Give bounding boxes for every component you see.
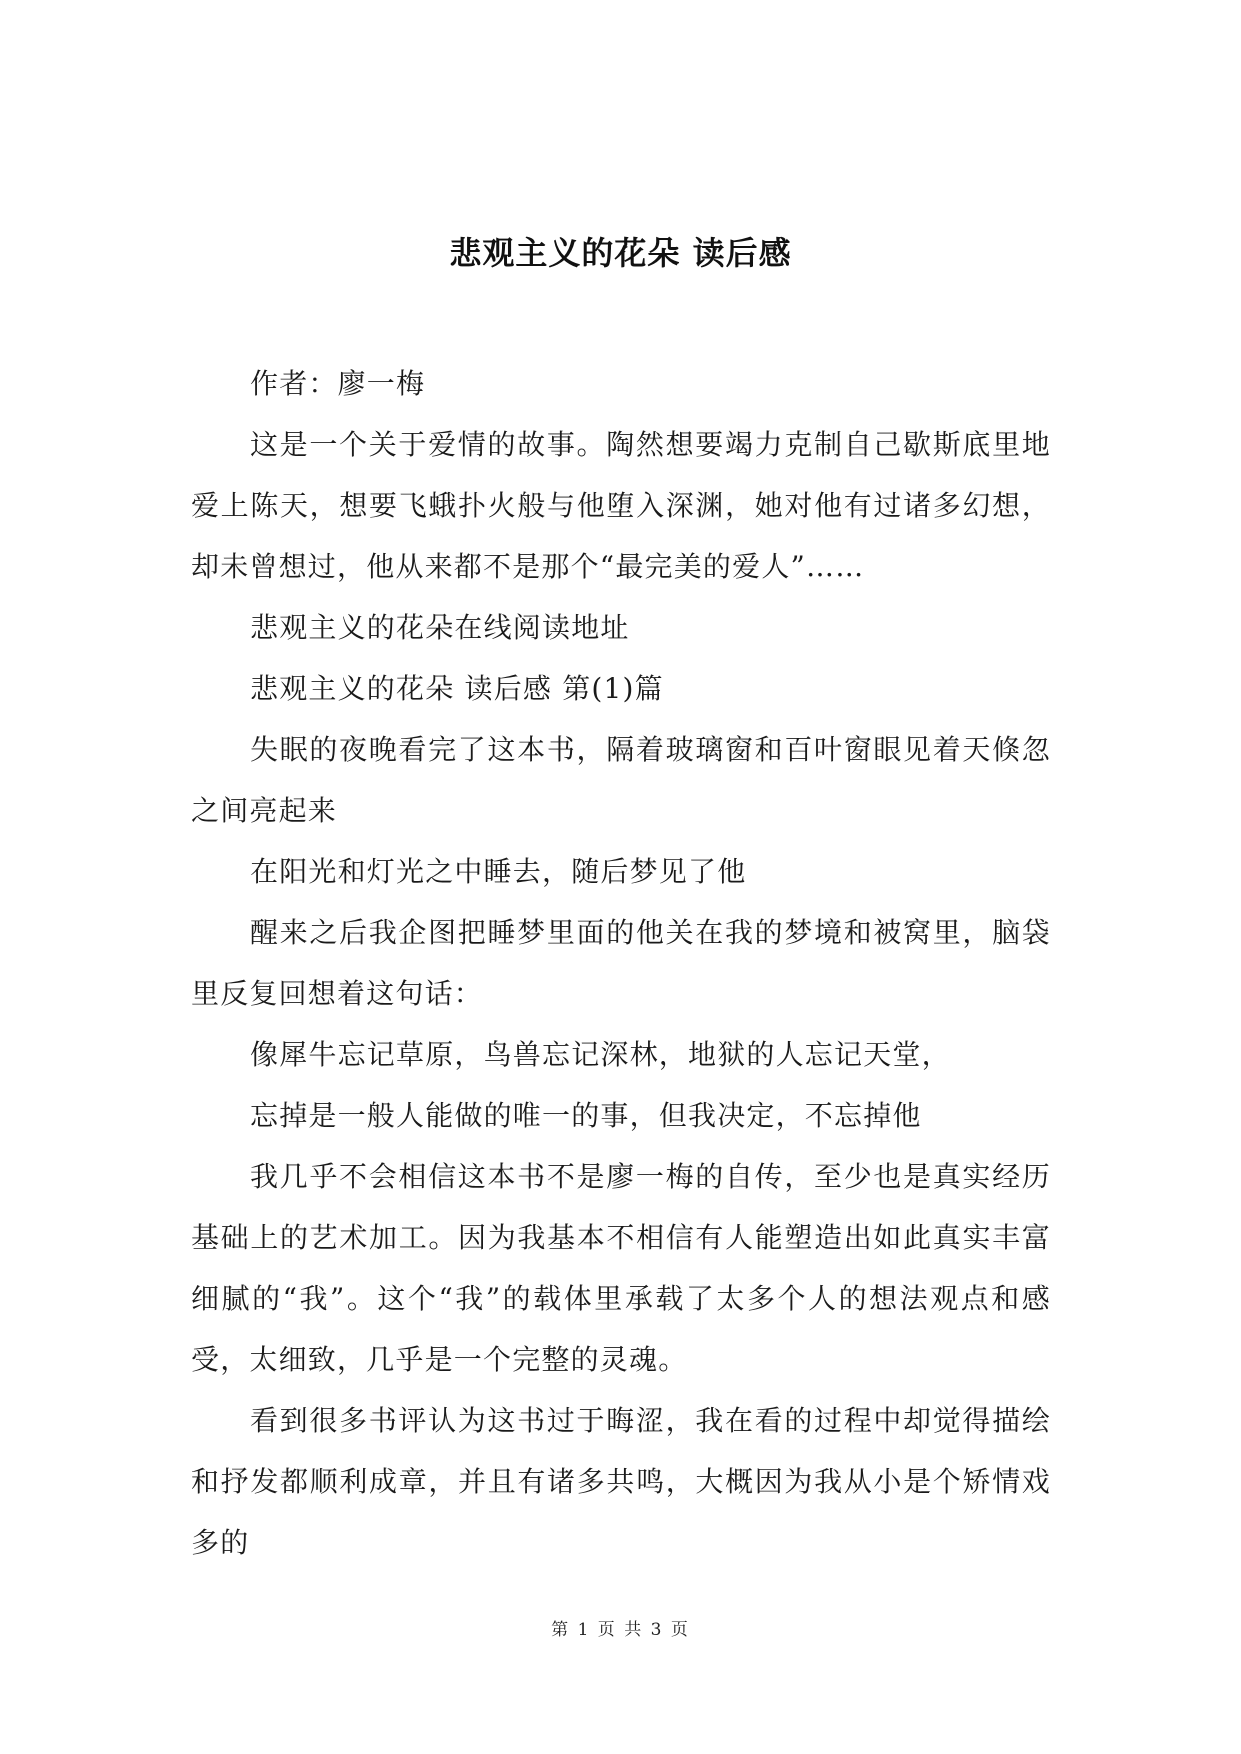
body-paragraph: 我几乎不会相信这本书不是廖一梅的自传，至少也是真实经历基础上的艺术加工。因为我基本不相信有人能塑造出如此真实丰富细腻的“我”。这个“我”的载体里承载了太多个人的想法观点和感受，太细致，几乎是一个完整的灵魂。: [191, 1160, 1051, 1376]
body-paragraph: 看到很多书评认为这书过于晦涩，我在看的过程中却觉得描绘和抒发都顺利成章，并且有诸多共鸣，大概因为我从小是个矫情戏多的: [191, 1404, 1051, 1559]
body-paragraph: 醒来之后我企图把睡梦里面的他关在我的梦境和被窝里，脑袋里反复回想着这句话：: [191, 916, 1051, 1010]
quote-line: 忘掉是一般人能做的唯一的事，但我决定，不忘掉他: [250, 1099, 922, 1132]
intro-paragraph: 这是一个关于爱情的故事。陶然想要竭力克制自己歇斯底里地爱上陈天，想要飞蛾扑火般与他堕入深渊，她对他有过诸多幻想，却未曾想过，他从来都不是那个“最完美的爱人”……: [191, 428, 1051, 583]
document-body: [191, 353, 1051, 1573]
document-title: 悲观主义的花朵 读后感: [449, 234, 792, 272]
section-heading: 悲观主义的花朵 读后感 第(1)篇: [250, 672, 664, 705]
reading-address-line: 悲观主义的花朵在线阅读地址: [250, 611, 630, 644]
page-footer: 第 1 页 共 3 页: [551, 1620, 690, 1640]
quote-line: 像犀牛忘记草原，鸟兽忘记深林，地狱的人忘记天堂，: [250, 1038, 951, 1071]
author-line: 作者：廖一梅: [250, 367, 426, 400]
body-paragraph: 失眠的夜晚看完了这本书，隔着玻璃窗和百叶窗眼见着天倏忽之间亮起来: [191, 733, 1051, 827]
body-paragraph: 在阳光和灯光之中睡去，随后梦见了他: [250, 855, 747, 888]
